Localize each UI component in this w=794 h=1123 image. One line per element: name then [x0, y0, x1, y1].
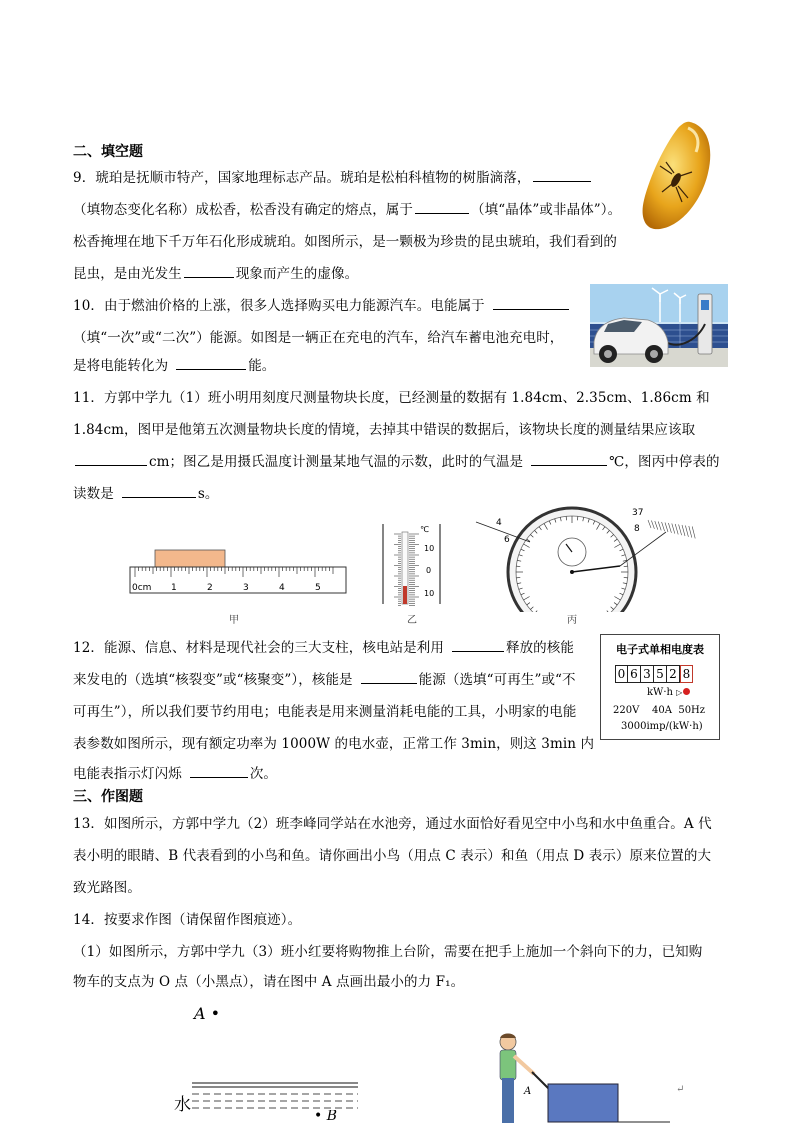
- electric-meter: [600, 634, 720, 740]
- q11-blank3[interactable]: [122, 483, 196, 498]
- fan-tick-mark: [682, 525, 685, 536]
- ruler-tick-4: 4: [279, 583, 285, 593]
- ruler-unit-label: 0cm: [132, 583, 152, 593]
- q9-line2: （填物态变化名称）成松香，松香没有确定的熔点，属于 （填“晶体”或非晶体”）。: [73, 198, 621, 218]
- q9-blank2[interactable]: [415, 199, 469, 214]
- indicator-triangle-icon: ▷: [676, 688, 683, 697]
- q9-line3: 松香掩埋在地下千万年石化形成琥珀。如图所示，是一颗极为珍贵的昆虫琥珀，我们看到的: [73, 234, 617, 250]
- fan-tick-mark: [658, 522, 661, 531]
- meter-imp: 3000imp/(kW·h): [621, 721, 703, 732]
- cart-point-a-label: A: [524, 1086, 532, 1097]
- meter-title: 电子式单相电度表: [616, 643, 704, 656]
- stopwatch-figure: [470, 506, 700, 612]
- q12-line1: 12．能源、信息、材料是现代社会的三大支柱，核电站是利用 释放的核能: [73, 636, 574, 656]
- ruler-tick-1: 1: [171, 583, 177, 593]
- q13-line1: 13．如图所示，方郭中学九（2）班李峰同学站在水池旁，通过水面恰好看见空中小鸟和水中鱼重合。A 代: [73, 816, 712, 832]
- ev-charging-image: [590, 284, 728, 367]
- watch-label-8: 8: [634, 524, 640, 534]
- fan-tick-mark: [668, 523, 671, 533]
- q10-blank1[interactable]: [493, 295, 569, 310]
- point-a-label: A •: [194, 1004, 221, 1023]
- q11-blank2[interactable]: [531, 451, 607, 466]
- q11-line4: 读数是 s。: [73, 482, 218, 502]
- meter-digit: 2: [667, 665, 680, 683]
- meter-spec: 220V 40A 50Hz: [613, 705, 706, 716]
- q11-line2: 1.84cm，图甲是他第五次测量物块长度的情境，去掉其中错误的数据后，该物块长度的测量结果应该取: [73, 422, 696, 438]
- caption-yi: 乙: [407, 615, 417, 626]
- q13-line2: 表小明的眼睛、B 代表看到的小鸟和鱼。请你画出小鸟（用点 C 表示）和鱼（用点 D 表示）原来位置的大: [73, 848, 712, 864]
- fan-tick-mark: [651, 521, 654, 529]
- fan-tick-mark: [655, 521, 658, 530]
- thermo-unit: ℃: [420, 525, 429, 534]
- q9-line4: 昆虫，是由光发生 现象而产生的虚像。: [73, 262, 358, 282]
- q10-blank2[interactable]: [176, 355, 246, 370]
- fan-tick-mark: [665, 523, 668, 533]
- q11-line1: 11．方郭中学九（1）班小明用刻度尺测量物块长度，已经测量的数据有 1.84cm、2.35cm、1.86cm 和: [73, 390, 710, 406]
- amber-image: [638, 118, 716, 233]
- watch-label-4: 4: [496, 518, 502, 528]
- q11-line3: cm；图乙是用摄氏温度计测量某地气温的示数，此时的气温是 ℃，图丙中停表的: [73, 450, 720, 470]
- q10-line2: （填“一次”或“二次”）能源。如图是一辆正在充电的汽车，给汽车蓄电池充电时，: [73, 330, 564, 346]
- q13-line3: 致光路图。: [73, 880, 141, 896]
- q9-blank1[interactable]: [533, 167, 591, 182]
- fan-tick-mark: [648, 520, 651, 528]
- meter-digit: 0: [615, 665, 628, 683]
- q9-blank3[interactable]: [184, 263, 234, 278]
- q12-line2: 来发电的（选填“核裂变”或“核聚变”），核能是 能源（选填“可再生”或“不: [73, 668, 576, 688]
- fan-tick-mark: [672, 524, 675, 534]
- section-fill-heading: 二、填空题: [73, 144, 143, 160]
- watch-label-37: 37: [632, 508, 644, 518]
- indicator-led-icon: [683, 688, 690, 695]
- caption-jia: 甲: [229, 615, 239, 626]
- ruler-tick-3: 3: [243, 583, 249, 593]
- mercury-column: [403, 586, 407, 604]
- shopping-cart-figure: [490, 1030, 670, 1123]
- q12-blank3[interactable]: [190, 763, 248, 778]
- meter-digit: 6: [628, 665, 641, 683]
- q10-line3: 是将电能转化为 能。: [73, 354, 275, 374]
- water-label: 水: [174, 1095, 191, 1115]
- fan-tick-mark: [685, 526, 688, 537]
- meter-unit: kW·h ▷: [647, 687, 690, 698]
- q14-line1: 14．按要求作图（请保留作图痕迹）。: [73, 912, 302, 928]
- q12-line3: 可再生”），所以我们要节约用电；电能表是用来测量消耗电能的工具，小明家的电能: [73, 704, 577, 720]
- point-b-label: • B: [314, 1110, 337, 1123]
- meter-digit: 3: [641, 665, 654, 683]
- fan-tick-mark: [689, 526, 692, 538]
- thermo-tick-bottom: 10: [424, 589, 435, 598]
- thermometer-figure: [380, 522, 444, 606]
- q14-line2: （1）如图所示，方郭中学九（3）班小红要将购物推上台阶，需要在把手上施加一个斜向下的力，已知购: [73, 944, 703, 960]
- ruler-figure: [128, 546, 348, 598]
- measured-block: [155, 550, 225, 567]
- q12-blank2[interactable]: [361, 669, 417, 684]
- meter-digit-decimal: 8: [680, 665, 693, 683]
- watch-label-6: 6: [504, 535, 510, 545]
- q10-line1: 10．由于燃油价格的上涨，很多人选择购买电力能源汽车。电能属于: [73, 294, 571, 314]
- q11-blank1[interactable]: [75, 451, 147, 466]
- ruler-tick-2: 2: [207, 583, 213, 593]
- section-draw-heading: 三、作图题: [73, 789, 143, 805]
- fan-tick-mark: [662, 522, 665, 531]
- q12-line5: 电能表指示灯闪烁 次。: [73, 762, 277, 782]
- q12-line4: 表参数如图所示，现有额定功率为 1000W 的电水壶，正常工作 3min，则这 3min 内: [73, 736, 595, 752]
- meter-display: [615, 665, 693, 683]
- q12-blank1[interactable]: [452, 637, 504, 652]
- thermo-tick-top: 10: [424, 544, 435, 553]
- paragraph-mark: ↵: [676, 1084, 685, 1095]
- fan-tick-mark: [679, 525, 682, 536]
- fan-tick-mark: [675, 524, 678, 534]
- caption-bing: 丙: [567, 615, 577, 626]
- q14-line3: 物车的支点为 O 点（小黑点），请在图中 A 点画出最小的力 F₁。: [73, 974, 465, 990]
- thermo-tick-zero: 0: [426, 566, 432, 575]
- q9-line1: 9．琥珀是抚顺市特产，国家地理标志产品。琥珀是松柏科植物的树脂滴落，: [73, 166, 593, 186]
- meter-digit: 5: [654, 665, 667, 683]
- fan-tick-mark: [692, 527, 695, 539]
- ruler-tick-5: 5: [315, 583, 321, 593]
